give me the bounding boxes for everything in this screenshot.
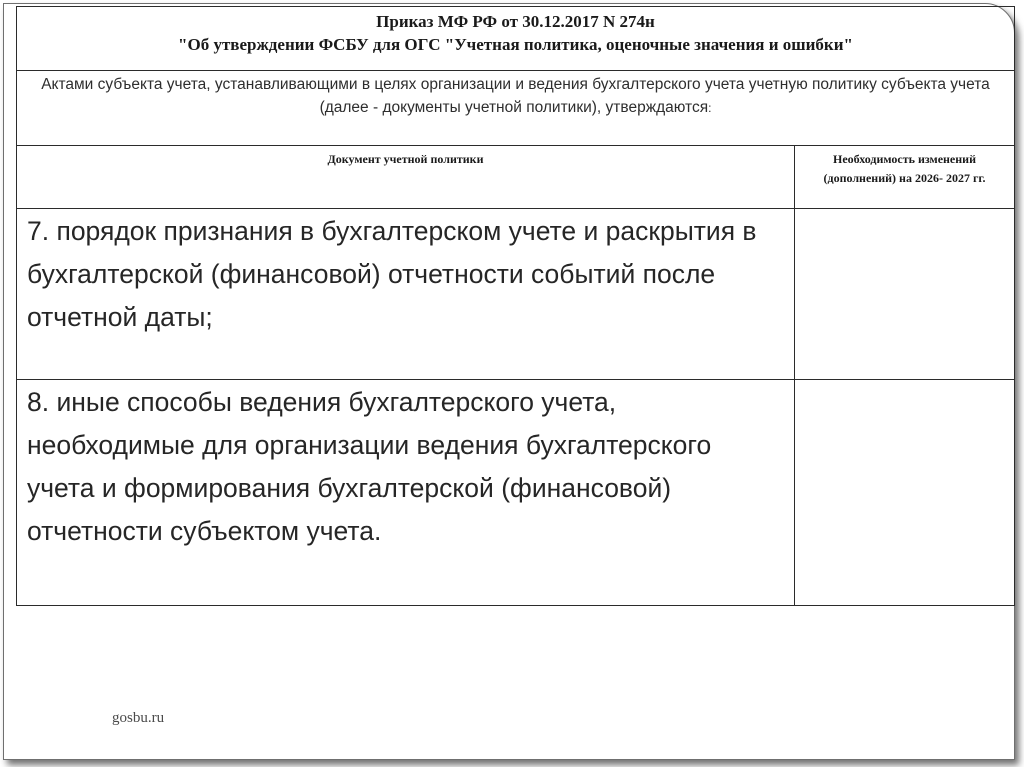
table-row	[17, 209, 1015, 380]
document-table	[16, 6, 1015, 606]
column-header-document: Документ учетной политики	[17, 146, 795, 209]
page-title	[17, 7, 1015, 71]
row-document-cell: 7. порядок признания в бухгалтерском учете и раскрытия в бухгалтерской (финансовой) отчетности событий после отчетной даты;	[17, 209, 795, 380]
title-line-1: Приказ МФ РФ от 30.12.2017 N 274н	[376, 12, 655, 31]
column-header-changes: Необходимость изменений (дополнений) на 2026- 2027 гг.	[795, 146, 1015, 209]
source-label: gosbu.ru	[112, 710, 165, 726]
intro-text: Актами субъекта учета, устанавливающими в целях организации и ведения бухгалтерского учета учетную политику субъекта учета (далее - документы учетной политики), утверждаются	[41, 76, 990, 116]
table-row	[17, 380, 1015, 606]
row-changes-cell	[795, 209, 1015, 380]
row-document-cell: 8. иные способы ведения бухгалтерского учета, необходимые для организации ведения бухгалтерского учета и формирования бухгалтерской (финансовой) отчетности субъектом учета.	[17, 380, 795, 606]
intro-paragraph	[17, 71, 1015, 146]
title-line-2: "Об утверждении ФСБУ для ОГС "Учетная политика, оценочные значения и ошибки"	[178, 35, 853, 54]
row-changes-cell	[795, 380, 1015, 606]
intro-tail: :	[708, 101, 712, 115]
